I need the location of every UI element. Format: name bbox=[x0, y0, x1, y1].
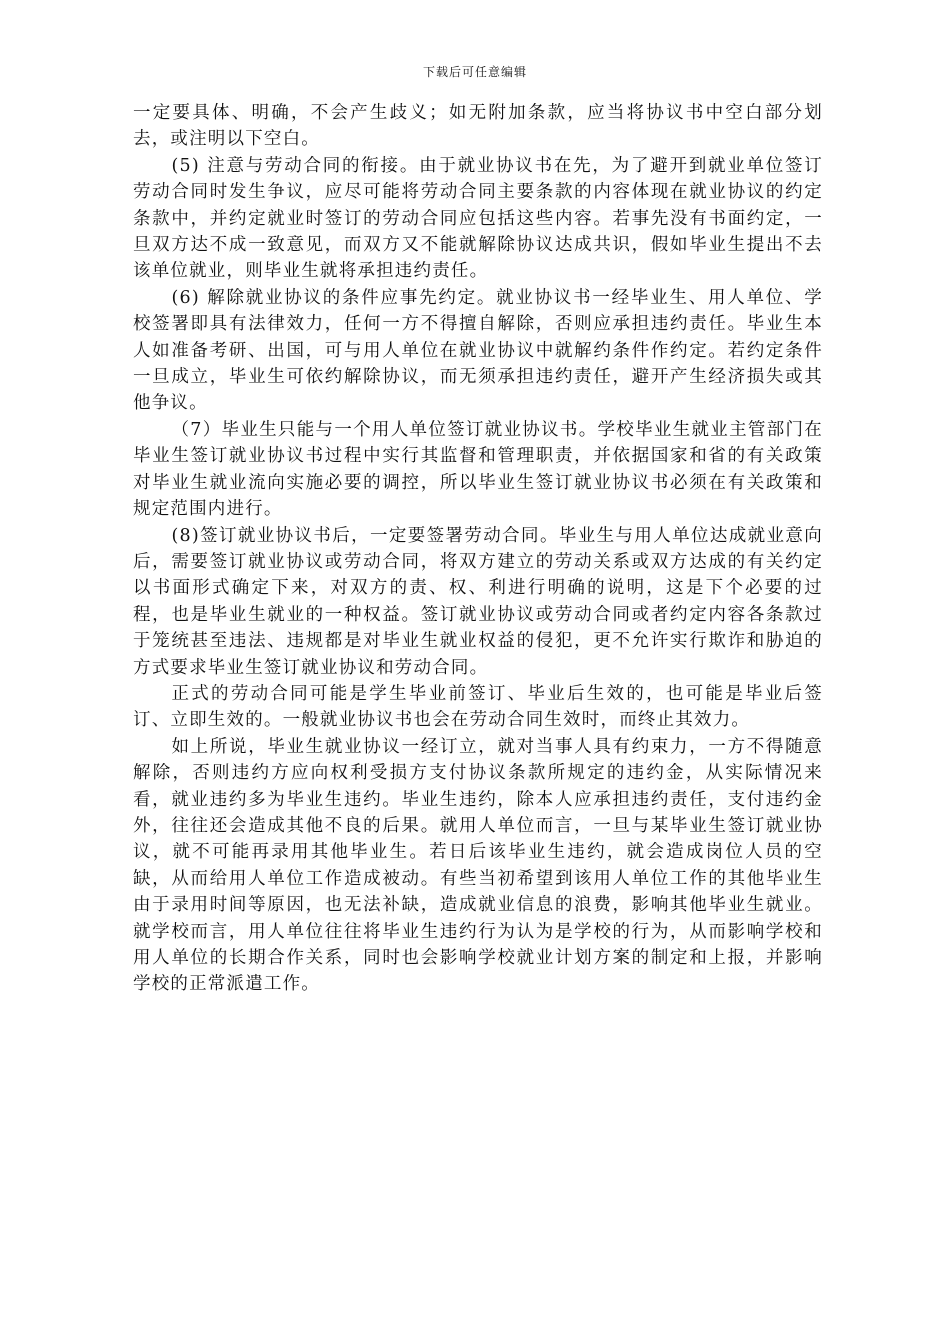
paragraph-item-7: （7）毕业生只能与一个用人单位签订就业协议书。学校毕业生就业主管部门在毕业生签订就业协议书过程中实行其监督和管理职责，并依据国家和省的有关政策对毕业生就业流向实施必要的调控，所以毕业生签订就业协议书必须在有关政策和规定范围内进行。 bbox=[133, 419, 823, 520]
paragraph-item-6: (6) 解除就业协议的条件应事先约定。就业协议书一经毕业生、用人单位、学校签署即具有法律效力，任何一方不得擅自解除，否则应承担违约责任。毕业生本人如准备考研、出国，可与用人单位在就业协议中就解约条件作约定。若约定条件一旦成立，毕业生可依约解除协议，而无须承担违约责任，避开产生经济损失或其他争议。 bbox=[133, 287, 823, 414]
document-body bbox=[133, 100, 823, 998]
paragraph-breach-consequences: 如上所说，毕业生就业协议一经订立，就对当事人具有约束力，一方不得随意解除，否则违约方应向权利受损方支付协议条款所规定的违约金，从实际情况来看，就业违约多为毕业生违约。毕业生违约，除本人应承担违约责任，支付违约金外，往往还会造成其他不良的后果。就用人单位而言，一旦与某毕业生签订就业协议，就不可能再录用其他毕业生。若日后该毕业生违约，就会造成岗位人员的空缺，从而给用人单位工作造成被动。有些当初希望到该用人单位工作的其他毕业生由于录用时间等原因，也无法补缺，造成就业信息的浪费，影响其他毕业生就业。就学校而言，用人单位往往将毕业生违约行为认为是学校的行为，从而影响学校和用人单位的长期合作关系，同时也会影响学校就业计划方案的制定和上报，并影响学校的正常派遣工作。 bbox=[133, 736, 823, 995]
paragraph-item-5: (5) 注意与劳动合同的衔接。由于就业协议书在先，为了避开到就业单位签订劳动合同时发生争议，应尽可能将劳动合同主要条款的内容体现在就业协议的约定条款中，并约定就业时签订的劳动合同应包括这些内容。若事先没有书面约定，一旦双方达不成一致意见，而双方又不能就解除协议达成共识，假如毕业生提出不去该单位就业，则毕业生就将承担违约责任。 bbox=[133, 155, 823, 282]
paragraph-continuation: 一定要具体、明确，不会产生歧义；如无附加条款，应当将协议书中空白部分划去，或注明以下空白。 bbox=[133, 103, 823, 150]
paragraph-labor-contract: 正式的劳动合同可能是学生毕业前签订、毕业后生效的，也可能是毕业后签订、立即生效的。一般就业协议书也会在劳动合同生效时，而终止其效力。 bbox=[133, 683, 823, 731]
paragraph-item-8: (8)签订就业协议书后，一定要签署劳动合同。毕业生与用人单位达成就业意向后，需要签订就业协议或劳动合同，将双方建立的劳动关系或双方达成的有关约定以书面形式确定下来，对双方的责、权、利进行明确的说明，这是下个必要的过程，也是毕业生就业的一种权益。签订就业协议或劳动合同或者约定内容各条款过于笼统甚至违法、违规都是对毕业生就业权益的侵犯，更不允许实行欺诈和胁迫的方式要求毕业生签订就业协议和劳动合同。 bbox=[133, 525, 823, 678]
page-header: 下载后可任意编辑 bbox=[422, 65, 527, 79]
